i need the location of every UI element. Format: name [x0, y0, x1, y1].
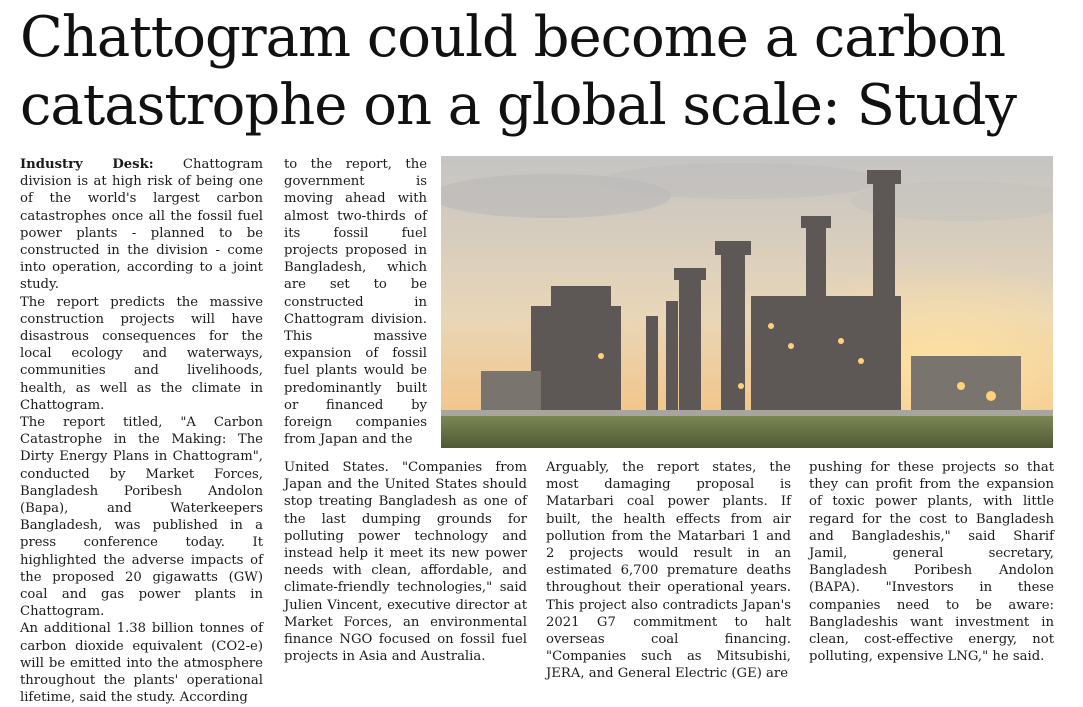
paragraph-col3: Arguably, the report states, the most damaging proposal is Matarbari coal power plants. If built, the health effects from air pollution from the Matarbari 1 and 2 projects would result in an estimated 6,700 premature deaths throughout their operational years. This project also contradicts Japan's 2021 G7 commitment to halt overseas coal financing. "Companies such as Mitsubishi, JERA, and General Electric (GE) are [546, 460, 791, 682]
paragraph-1 [20, 156, 263, 294]
paragraph-2: The report predicts the massive construction projects will have disastrous consequences for the local ecology and waterways, communities and livelihoods, health, as well as the climate in Chattogram. [20, 294, 263, 413]
article-column-3 [546, 459, 791, 683]
power-plant-photo [441, 156, 1053, 448]
article-column-2-bottom [284, 459, 527, 665]
paragraph-col4: pushing for these projects so that they can profit from the expansion of toxic power plants, with little regard for the cost to Bangladesh and Bangladeshis," said Sharif Jamil, general secretary, Bangladesh Poribesh Andolon (BAPA). "Investors in these companies need to be aware: Bangladeshis want investment in clean, cost-effective energy, not polluting, expensive LNG," he said. [809, 460, 1054, 665]
article-column-1 [20, 156, 263, 707]
paragraph-col2-top: to the report, the government is moving ahead with almost two-thirds of its fossil fuel projects proposed in Bangladesh, which are set to be constructed in Chattogram division. This massive expansion of fossil fuel plants would be predominantly built or financed by foreign companies from Japan and the [284, 157, 427, 448]
paragraph-1-text: Chattogram division is at high risk of being one of the world's largest carbon catastrophes once all the fossil fuel power plants - planned to be constructed in the division - come into operation, according to a joint study. [20, 157, 263, 293]
headline: Chattogram could become a carbon catastrophe on a global scale: Study [20, 5, 1017, 138]
paragraph-4: An additional 1.38 billion tonnes of carbon dioxide equivalent (CO2-e) will be emitted into the atmosphere throughout the plants' operational lifetime, said the study. According [20, 621, 263, 706]
byline: Industry Desk: [20, 157, 154, 172]
article-column-2-top [284, 156, 427, 448]
power-plant-illustration [441, 156, 1053, 448]
paragraph-col2-bottom: United States. "Companies from Japan and the United States should stop treating Bangladesh as one of the last dumping grounds for polluting power technology and instead help it meet its new power needs with clean, affordable, and climate-friendly technologies," said Julien Vincent, executive director at Market Forces, an environmental finance NGO focused on fossil fuel projects in Asia and Australia. [284, 460, 527, 665]
paragraph-3: The report titled, "A Carbon Catastrophe in the Making: The Dirty Energy Plans in Chattogram", conducted by Market Forces, Bangladesh Poribesh Andolon (Bapa), and Waterkeepers Bangladesh, was published in a press conference today. It highlighted the adverse impacts of the proposed 20 gigawatts (GW) coal and gas power plants in Chattogram. [20, 415, 263, 620]
article-column-4 [809, 459, 1054, 665]
